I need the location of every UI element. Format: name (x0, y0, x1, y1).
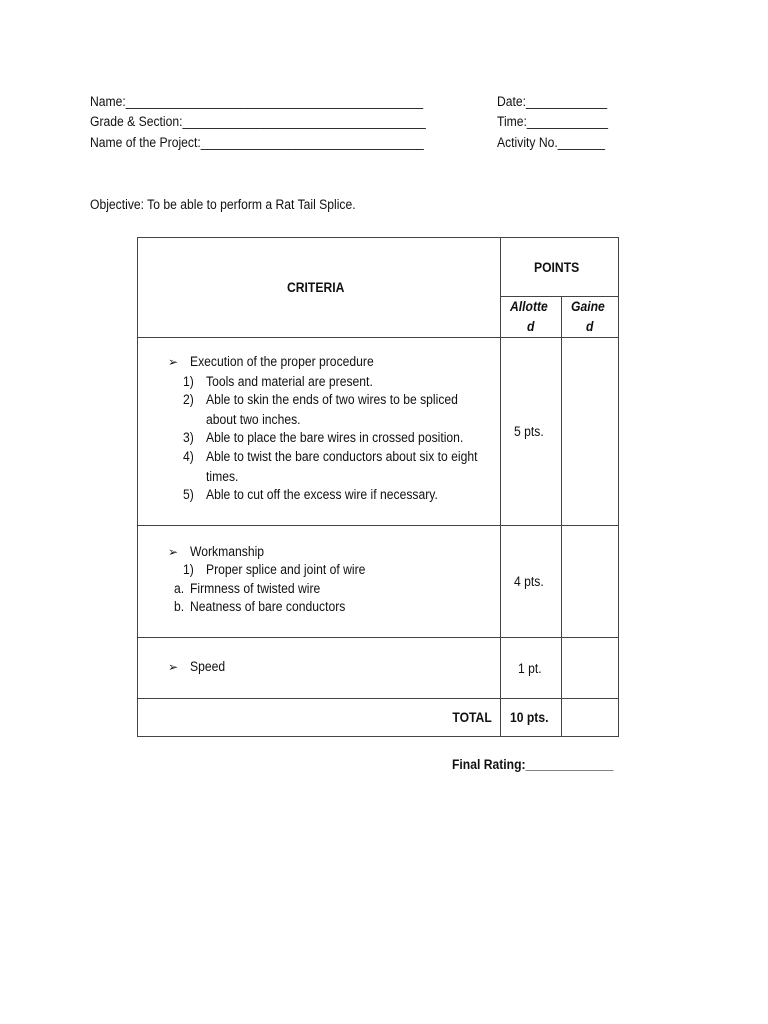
time-field: Time:____________ (497, 114, 609, 129)
item-number: 4) (183, 449, 194, 464)
gained-points-cell[interactable] (562, 526, 619, 638)
item-text: Firmness of twisted wire (190, 581, 321, 596)
total-points: 10 pts. (501, 699, 562, 737)
name-field: Name:____________________________________________ (90, 94, 424, 109)
arrow-bullet-icon: ➢ (168, 660, 179, 674)
criteria-execution (138, 338, 501, 526)
criteria-header: CRITERIA (138, 238, 501, 338)
criteria-title: Execution of the proper procedure (190, 354, 374, 369)
arrow-bullet-icon: ➢ (168, 355, 179, 369)
item-number: 2) (183, 392, 194, 407)
item-text-continued: times. (206, 469, 239, 484)
points-header: POINTS (501, 238, 619, 297)
criteria-speed (138, 638, 501, 699)
item-text: Able to twist the bare conductors about six to eight (206, 449, 478, 464)
gained-points-cell[interactable] (562, 338, 619, 526)
criteria-title: Speed (190, 659, 226, 674)
item-text-continued: about two inches. (206, 412, 301, 427)
total-label: TOTAL (138, 699, 501, 737)
allotted-header: Allotte d (501, 297, 562, 338)
final-rating-field: Final Rating:_____________ (452, 757, 614, 772)
item-text: Able to skin the ends of two wires to be spliced (206, 392, 458, 407)
item-text: Able to cut off the excess wire if necessary. (206, 487, 438, 502)
allotted-points: 1 pt. (501, 638, 562, 699)
item-text: Proper splice and joint of wire (206, 562, 366, 577)
gained-header: Gaine d (562, 297, 619, 338)
gained-points-cell[interactable] (562, 638, 619, 699)
item-text: Neatness of bare conductors (190, 599, 346, 614)
allotted-points: 5 pts. (501, 338, 562, 526)
date-field: Date:____________ (497, 94, 608, 109)
allotted-points: 4 pts. (501, 526, 562, 638)
item-letter: a. (174, 581, 185, 596)
item-number: 3) (183, 430, 194, 445)
total-gained-cell[interactable] (562, 699, 619, 737)
activity-no-field: Activity No._______ (497, 135, 606, 150)
item-text: Tools and material are present. (206, 374, 373, 389)
criteria-workmanship (138, 526, 501, 638)
arrow-bullet-icon: ➢ (168, 545, 179, 559)
grade-section-field: Grade & Section:____________________________________ (90, 114, 426, 129)
criteria-title: Workmanship (190, 544, 265, 559)
project-name-field: Name of the Project:_________________________________ (90, 135, 424, 150)
item-number: 1) (183, 374, 194, 389)
item-letter: b. (174, 599, 185, 614)
item-text: Able to place the bare wires in crossed position. (206, 430, 464, 445)
item-number: 1) (183, 562, 194, 577)
item-number: 5) (183, 487, 194, 502)
rubric-table (137, 237, 619, 737)
objective-text: Objective: To be able to perform a Rat Tail Splice. (90, 197, 356, 212)
